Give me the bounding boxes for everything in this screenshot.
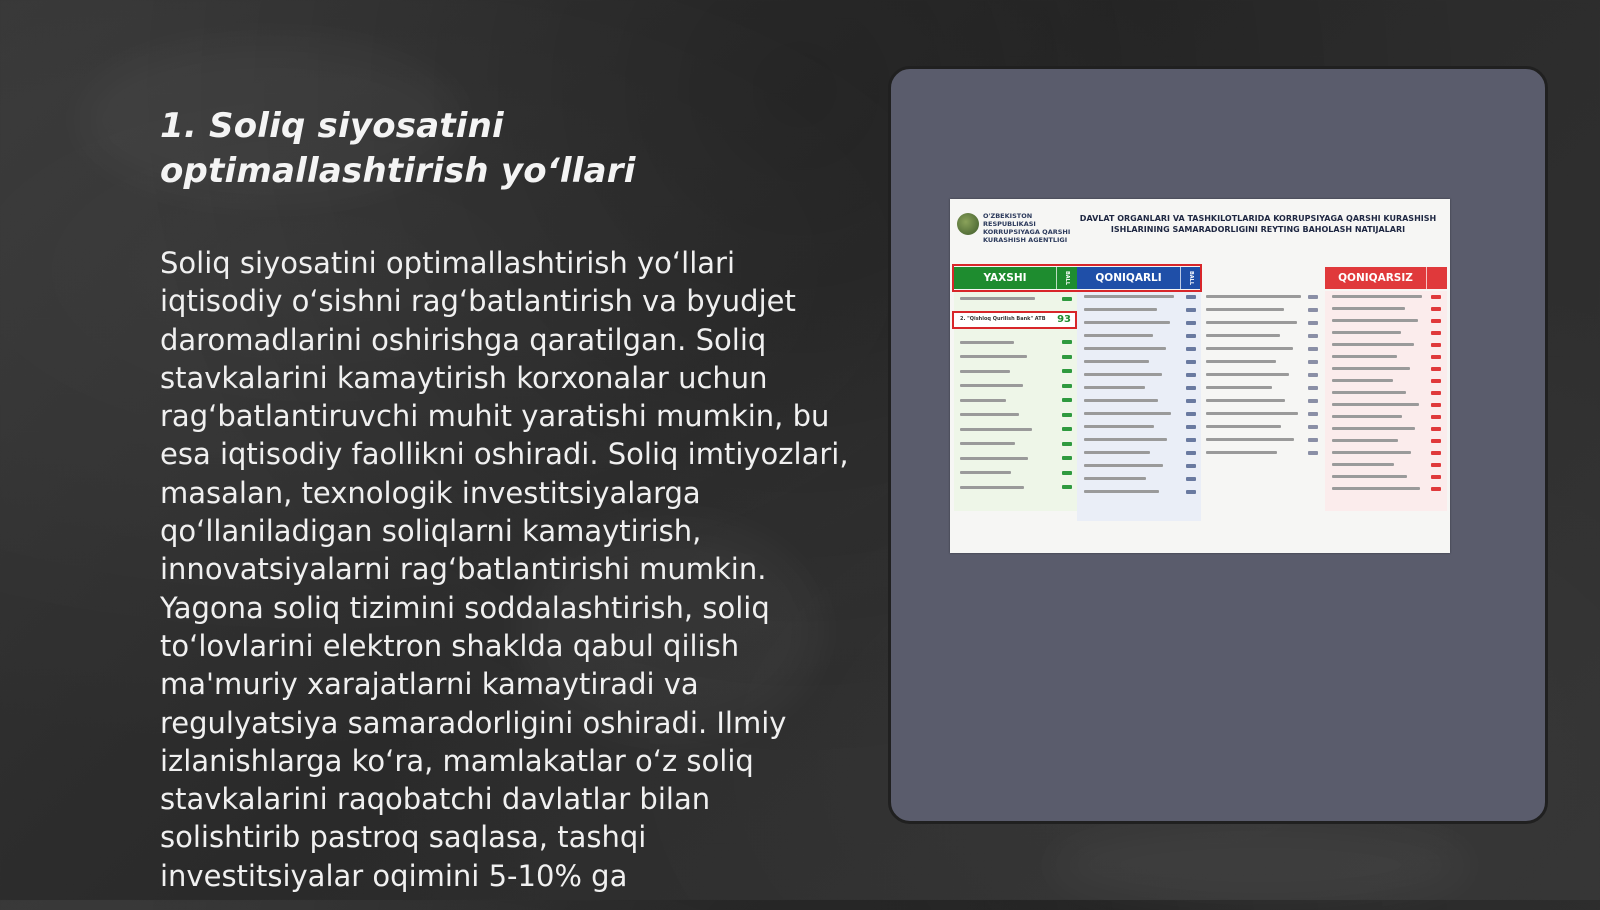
category-ball-label: BALL [1180,267,1201,289]
category-ball-label: BALL [1056,267,1077,289]
rating-row-text [1084,308,1157,311]
rating-row-text [960,457,1028,460]
rating-row-score [1431,343,1441,347]
rating-row-text [1332,391,1406,394]
rating-row-text [960,486,1024,489]
rating-row-text [1206,347,1293,350]
rating-row-score [1186,347,1196,351]
rating-row-text [1332,403,1419,406]
rating-row-text [1332,487,1420,490]
rating-row-score [1186,373,1196,377]
rating-row-score [1186,451,1196,455]
rating-row-text [1206,399,1285,402]
rating-row-score [1062,413,1072,417]
rating-row-score [1431,391,1441,395]
rating-row-score [1186,321,1196,325]
rating-row-text [1332,319,1418,322]
rating-row-score [1431,367,1441,371]
category-ball-label [1426,267,1447,289]
rating-row-text [1084,438,1167,441]
rating-row-text [1084,451,1150,454]
rating-row-score [1308,386,1318,390]
rating-row-text [1084,347,1166,350]
rating-row-text [1332,463,1394,466]
agency-name: O'ZBEKISTON RESPUBLIKASI KORRUPSIYAGA QARSHI KURASHISH AGENTLIGI [983,212,1071,244]
rating-row-score [1186,464,1196,468]
rating-row-score [1431,319,1441,323]
rating-row-text [1084,464,1163,467]
rating-row-score [1431,475,1441,479]
rating-row-score [1186,386,1196,390]
rating-row-text [1332,475,1407,478]
rating-row-score [1431,451,1441,455]
rating-row-score [1308,321,1318,325]
rating-row-text [960,399,1006,402]
rating-row-score [1186,360,1196,364]
rating-row-score [1062,442,1072,446]
rating-row-score [1308,373,1318,377]
rating-row-score [1062,340,1072,344]
rating-row-text [1084,490,1159,493]
rating-row-score [1062,398,1072,402]
rating-row-text [1332,415,1402,418]
rating-row-text [960,341,1014,344]
rating-row-score [1308,308,1318,312]
rating-row-score [1186,295,1196,299]
rating-row-text [960,384,1023,387]
rating-row-text [1332,343,1414,346]
slide-body-text: Soliq siyosatini optimallashtirish yo‘llari iqtisodiy o‘sishni rag‘batlantirish va byudjet daromadlarini oshirishga qaratilgan. Soliq stavkalarini kamaytirish korxonalar uchun rag‘batlantiruvchi muhit yaratishi mumkin, bu esa iqtisodiy faollikni oshiradi. Soliq imtiyozlari, masalan, texnologik investitsiyalarga qo‘llaniladigan soliqlarni kamaytirish, innovatsiyalarni rag‘batlantirishi mumkin. Yagona soliq tizimini soddalashtirish, soliq to‘lovlarini elektron shaklda qabul qilish ma'muriy xarajatlarni kamaytiradi va regulyatsiya samaradorligini oshiradi. Ilmiy izlanishlarga ko‘ra, mamlakatlar o‘z soliq stavkalarini raqobatchi davlatlar bilan solishtirib pastroq saqlasa, tashqi investitsiyalar oqimini 5-10% ga [160,246,849,893]
rating-row-text [960,355,1027,358]
rating-row-text [1206,360,1276,363]
rating-results-image [950,199,1450,553]
rating-row-score [1186,438,1196,442]
rating-row-score [1431,439,1441,443]
rating-row-score [1062,355,1072,359]
rating-row-score [1186,399,1196,403]
highlight-frame [952,264,1202,292]
rating-row-score [1186,477,1196,481]
rating-row-score [1431,463,1441,467]
rating-row-text [960,471,1011,474]
rating-row-text [1332,331,1401,334]
qoniqarli-column [1077,291,1201,521]
rating-row-text [1332,379,1393,382]
highlighted-score: 93 [1057,314,1071,325]
rating-row-text [1084,321,1170,324]
rating-row-score [1431,415,1441,419]
rating-row-score [1308,425,1318,429]
highlighted-org-name: 2. "Qishloq Qurilish Bank" ATB [960,316,1046,322]
rating-row-score [1186,412,1196,416]
rating-row-score [1062,297,1072,301]
rating-row-text [1084,360,1149,363]
rating-row-score [1062,485,1072,489]
rating-row-text [1332,307,1405,310]
rating-row-score [1431,295,1441,299]
rating-row-score [1431,379,1441,383]
category-label: QONIQARSIZ [1338,272,1413,284]
rating-row-text [1084,295,1174,298]
rating-row-text [960,297,1035,300]
rating-row-text [1084,477,1146,480]
rating-row-text [1206,425,1281,428]
rating-row-score [1062,456,1072,460]
rating-row-score [1308,412,1318,416]
rating-row-score [1062,384,1072,388]
rating-row-score [1186,490,1196,494]
rating-row-text [1084,399,1158,402]
rating-row-score [1308,295,1318,299]
rating-row-text [1084,425,1154,428]
rating-row-text [960,370,1010,373]
rating-row-score [1431,487,1441,491]
category-label: QONIQARLI [1095,272,1162,284]
rating-row-text [1332,355,1397,358]
rating-row-score [1308,399,1318,403]
rating-row-text [1332,451,1411,454]
rating-row-text [1332,427,1415,430]
rating-row-text [960,413,1019,416]
rating-row-score [1431,427,1441,431]
category-label: YAXSHI [983,272,1027,284]
rating-row-text [960,442,1015,445]
rating-row-text [1084,412,1171,415]
rating-row-score [1431,403,1441,407]
rating-row-score [1308,347,1318,351]
rating-row-text [1206,451,1277,454]
rating-row-text [1084,386,1145,389]
rating-row-score [1062,471,1072,475]
agency-emblem-icon [957,213,979,235]
document-heading: DAVLAT ORGANLARI VA TASHKILOTLARIDA KORRUPSIYAGA QARSHI KURASHISH ISHLARINING SAMARADORLIGINI REYTING BAHOLASH NATIJALARI [1079,214,1437,234]
rating-row-score [1062,427,1072,431]
highlighted-rating-row [952,311,1077,329]
rating-row-text [1206,334,1280,337]
rating-row-score [1431,355,1441,359]
rating-row-text [1332,367,1410,370]
rating-row-text [1332,295,1422,298]
rating-row-score [1431,331,1441,335]
rating-row-score [1308,360,1318,364]
category-qoniqarsiz [1325,267,1447,289]
rating-row-score [1308,438,1318,442]
rating-row-text [1206,386,1272,389]
qoniqarsiz-column [1325,291,1447,511]
rating-row-score [1186,308,1196,312]
rating-row-text [1206,412,1298,415]
rating-row-text [960,428,1032,431]
rating-row-score [1062,369,1072,373]
rating-row-text [1206,438,1294,441]
rating-row-text [1206,321,1297,324]
rating-row-text [1206,295,1301,298]
rating-row-text [1084,334,1153,337]
rating-row-text [1084,373,1162,376]
slide-title: 1. Soliq siyosatini optimallashtirish yo‘llari [160,106,636,191]
rating-row-text [1206,373,1289,376]
rating-row-score [1308,334,1318,338]
rating-row-text [1206,308,1284,311]
rating-row-text [1332,439,1398,442]
rating-row-score [1186,334,1196,338]
rating-row-score [1186,425,1196,429]
rating-row-score [1308,451,1318,455]
rating-row-score [1431,307,1441,311]
